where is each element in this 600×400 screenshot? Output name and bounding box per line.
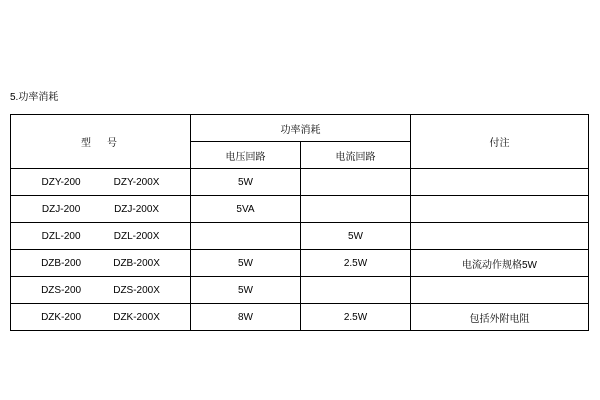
model-right-label: DZL-200X — [113, 230, 160, 242]
cell-current: 2.5W — [301, 250, 411, 277]
table-row — [11, 196, 589, 223]
cell-current — [301, 277, 411, 304]
cell-note — [411, 223, 589, 250]
section-heading: 5.功率消耗 — [10, 92, 59, 103]
cell-note — [411, 196, 589, 223]
cell-note — [411, 169, 589, 196]
header-power-consumption: 功率消耗 — [191, 115, 411, 142]
model-left-label: DZY-200 — [41, 176, 81, 188]
model-left-label: DZJ-200 — [41, 203, 81, 215]
cell-current: 5W — [301, 223, 411, 250]
table-row — [11, 250, 589, 277]
table-row — [11, 169, 589, 196]
model-right-label: DZJ-200X — [114, 203, 160, 215]
power-consumption-table-wrapper — [10, 114, 588, 331]
cell-voltage: 5W — [191, 169, 301, 196]
table-row — [11, 223, 589, 250]
model-right-label: DZS-200X — [113, 284, 160, 296]
model-left-label: DZB-200 — [41, 257, 82, 269]
cell-model — [11, 223, 191, 250]
cell-voltage: 5VA — [191, 196, 301, 223]
cell-voltage: 5W — [191, 277, 301, 304]
header-current-circuit: 电流回路 — [301, 142, 411, 169]
header-note: 付注 — [411, 115, 589, 169]
table-body — [11, 169, 589, 331]
cell-current — [301, 196, 411, 223]
cell-voltage — [191, 223, 301, 250]
table-row — [11, 277, 589, 304]
header-model-label: 型 号 — [81, 138, 120, 149]
cell-voltage: 8W — [191, 304, 301, 331]
model-left-label: DZK-200 — [41, 311, 82, 323]
cell-current — [301, 169, 411, 196]
cell-model — [11, 277, 191, 304]
cell-voltage: 5W — [191, 250, 301, 277]
header-voltage-circuit: 电压回路 — [191, 142, 301, 169]
table-row — [11, 304, 589, 331]
model-right-label: DZB-200X — [113, 257, 160, 269]
model-right-label: DZK-200X — [113, 311, 160, 323]
table-header-row-1 — [11, 115, 589, 142]
cell-note: 包括外附电阻 — [411, 304, 589, 331]
power-consumption-table — [10, 114, 589, 331]
model-left-label: DZL-200 — [41, 230, 81, 242]
cell-model — [11, 196, 191, 223]
table-head — [11, 115, 589, 169]
cell-model — [11, 250, 191, 277]
cell-note: 电流动作规格5W — [411, 250, 589, 277]
cell-current: 2.5W — [301, 304, 411, 331]
header-model — [11, 115, 191, 169]
cell-model — [11, 169, 191, 196]
model-left-label: DZS-200 — [41, 284, 82, 296]
cell-model — [11, 304, 191, 331]
model-right-label: DZY-200X — [113, 176, 160, 188]
cell-note — [411, 277, 589, 304]
